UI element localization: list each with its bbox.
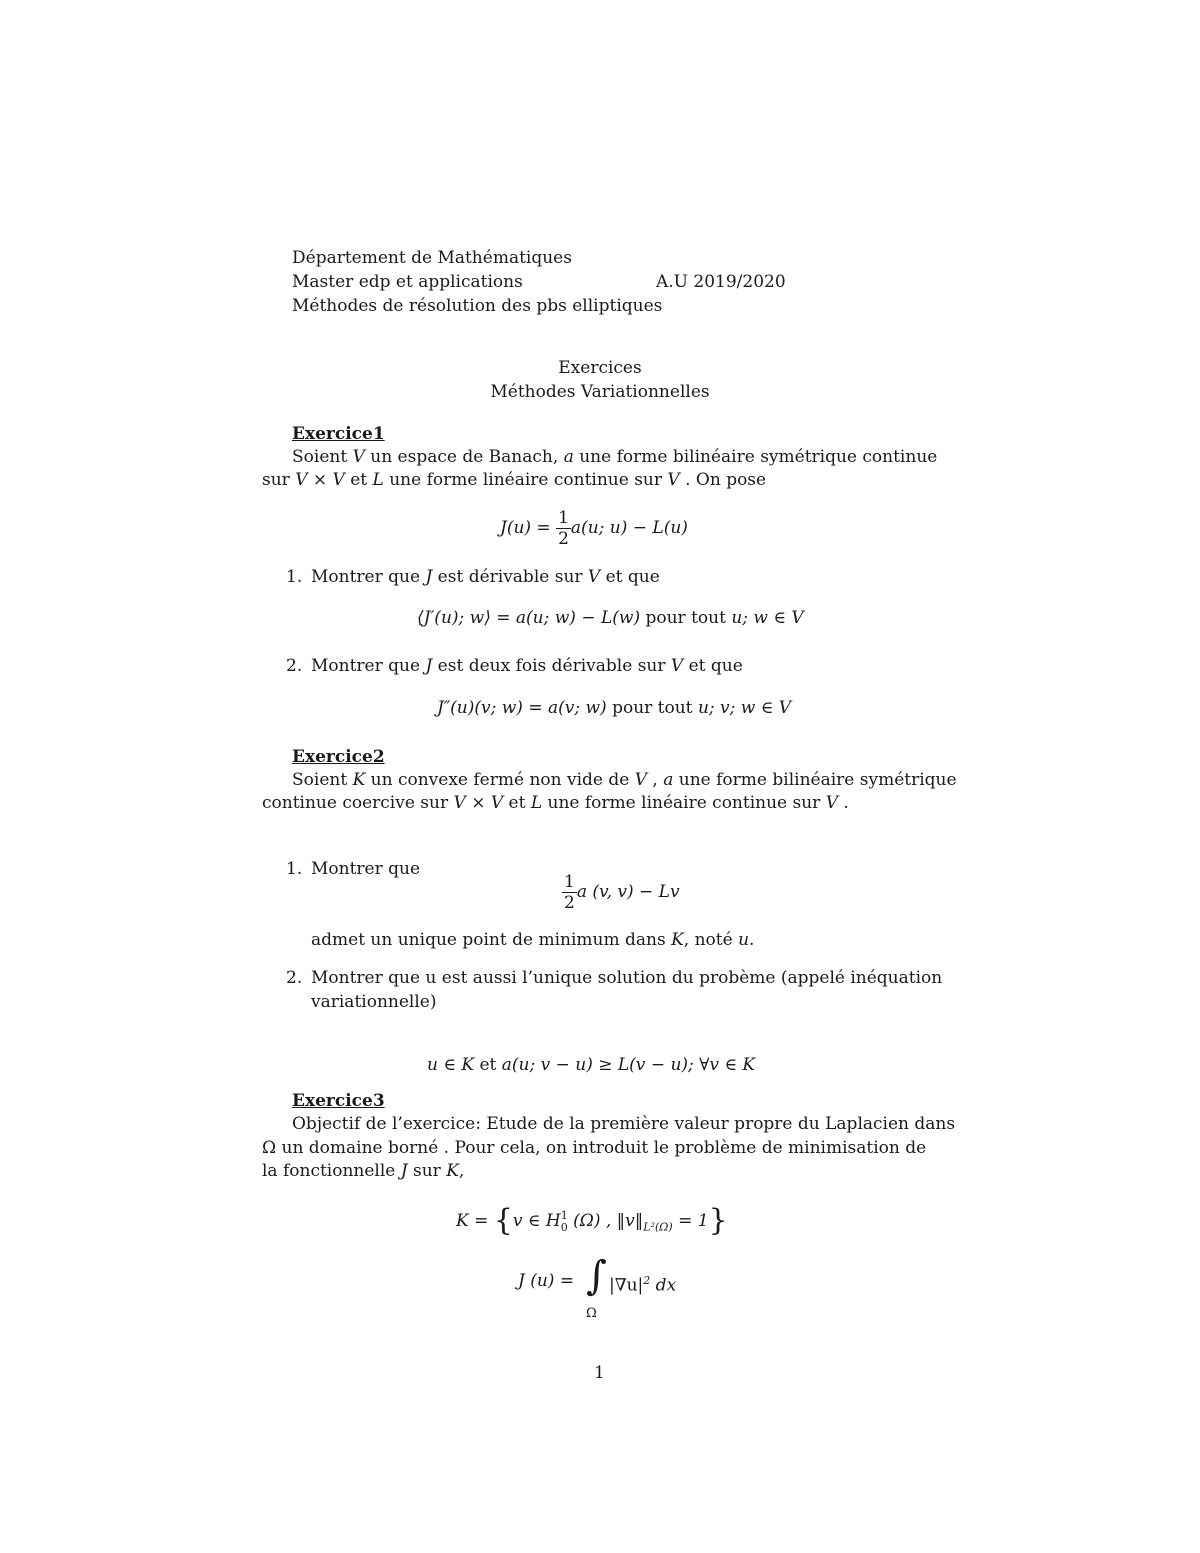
page-number: 1: [594, 1363, 605, 1383]
exercise2-q1-text: Montrer que: [311, 859, 421, 879]
exercise1-q1-number: 1.: [286, 567, 303, 587]
exercise3-line2: Ω un domaine borné . Pour cela, on introduit le problème de minimisation de: [262, 1138, 927, 1158]
exercise1-q2-text: Montrer que J est deux fois dérivable sur V et que: [311, 656, 743, 676]
doc-title: Exercices: [558, 358, 642, 378]
department-name: Département de Mathématiques: [292, 248, 572, 268]
exercise2-q2-line2: variationnelle): [311, 992, 437, 1012]
exercise2-q1-number: 1.: [286, 859, 303, 879]
master-name: Master edp et applications: [292, 272, 523, 292]
exercise1-functional-equation: J(u) = $\frac{1}{2}$ a(u; u) − L(u): [500, 508, 688, 549]
exercise2-intro-line1: Soient K un convexe fermé non vide de V , a une forme bilinéaire symétrique: [292, 770, 957, 790]
doc-subtitle: Méthodes Variationnelles: [490, 382, 710, 402]
exercise3-heading: Exercice3: [292, 1091, 385, 1111]
exercise2-intro-line2: continue coercive sur V × V et L une forme linéaire continue sur V .: [262, 793, 849, 813]
academic-year: A.U 2019/2020: [656, 272, 786, 292]
exercise1-intro-line1: Soient V un espace de Banach, a une forme bilinéaire symétrique continue: [292, 447, 938, 467]
exercise3-set-K-equation: K = {v ∈ H 1 0 (Ω) , $‖v‖_{L^2(\Omega)} = 1$}: [456, 1203, 728, 1238]
course-name: Méthodes de résolution des pbs elliptiques: [292, 296, 663, 316]
exercise2-q2-equation: u ∈ K et a(u; v − u) ≥ L(v − u); ∀v ∈ K: [427, 1055, 756, 1075]
exercise3-functional-integrand: $|\nabla u|^2$ dx: [609, 1274, 677, 1296]
exercise2-q1-equation: $\frac{1}{2}$ a (v, v) − Lv: [564, 872, 680, 913]
integral-domain-omega: Ω: [586, 1306, 597, 1321]
exercise2-heading: Exercice2: [292, 747, 385, 767]
exercise1-q1-equation: ⟨J′(u); w⟩ = a(u; w) − L(w) pour tout u; w ∈ V: [417, 608, 804, 628]
exercise1-q2-equation: J″(u)(v; w) = a(v; w) pour tout u; v; w ∈ V: [437, 698, 791, 718]
integral-sign-icon: ∫: [586, 1253, 607, 1299]
exercise3-line3: la fonctionnelle J sur K,: [262, 1161, 465, 1181]
exercise2-q2-line1: Montrer que u est aussi l’unique solution du probème (appelé inéquation: [311, 968, 943, 988]
exercise2-q1-after-text: admet un unique point de minimum dans K, noté u.: [311, 930, 755, 950]
exercise3-line1: Objectif de l’exercice: Etude de la première valeur propre du Laplacien dans: [292, 1114, 956, 1134]
exercise3-functional-lhs: J (u) =: [518, 1271, 575, 1291]
exercise1-heading: Exercice1: [292, 424, 385, 444]
exercise2-q2-number: 2.: [286, 968, 303, 988]
exercise1-intro-line2: sur V × V et L une forme linéaire continue sur V . On pose: [262, 470, 767, 490]
exercise1-q1-text: Montrer que J est dérivable sur V et que: [311, 567, 660, 587]
exercise1-q2-number: 2.: [286, 656, 303, 676]
